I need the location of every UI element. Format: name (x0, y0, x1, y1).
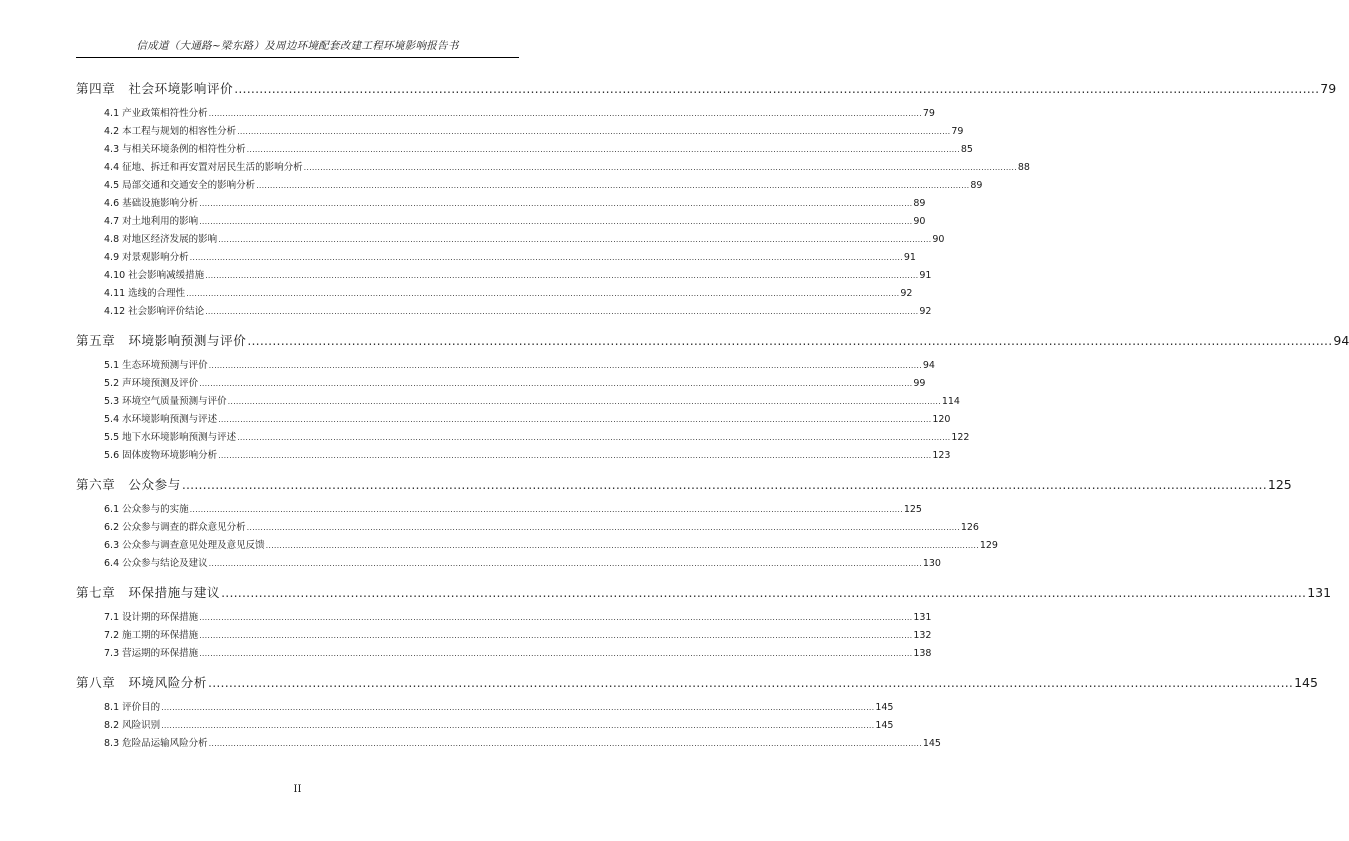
toc-dot-leader: .................................................................................................................................................................................................................................................................... (181, 477, 1267, 492)
toc-dot-leader: .................................................................................................................................................................................................................................................................... (199, 649, 913, 658)
toc-dot-leader: .................................................................................................................................................................................................................................................................... (205, 307, 919, 316)
toc-chapter-entry[interactable] (76, 331, 1349, 349)
toc-entry-page: 145 (875, 702, 894, 713)
toc-section-entry[interactable] (104, 267, 932, 281)
toc-section-entry[interactable] (104, 519, 979, 533)
toc-dot-leader: .................................................................................................................................................................................................................................................................... (265, 541, 979, 550)
header-rule (76, 57, 519, 58)
toc-entry-page: 126 (960, 522, 979, 533)
toc-dot-leader: .................................................................................................................................................................................................................................................................... (161, 703, 875, 712)
toc-entry-page: 120 (932, 414, 951, 425)
toc-entry-label: 第七章 环保措施与建议 (76, 585, 221, 600)
toc-dot-leader: .................................................................................................................................................................................................................................................................... (237, 127, 951, 136)
toc-entry-page: 129 (979, 540, 998, 551)
toc-dot-leader: .................................................................................................................................................................................................................................................................... (221, 585, 1307, 600)
toc-entry-page: 131 (1307, 585, 1332, 600)
toc-dot-leader: .................................................................................................................................................................................................................................................................... (199, 217, 913, 226)
toc-entry-page: 85 (960, 144, 973, 155)
toc-section-entry[interactable] (104, 537, 998, 551)
toc-dot-leader: .................................................................................................................................................................................................................................................................... (208, 361, 922, 370)
toc-section-entry[interactable] (104, 249, 916, 263)
toc-entry-label: 6.4 公众参与结论及建议 (104, 558, 208, 569)
toc-entry-page: 94 (1333, 333, 1349, 348)
toc-section-entry[interactable] (104, 411, 951, 425)
toc-section-entry[interactable] (104, 195, 926, 209)
toc-dot-leader: .................................................................................................................................................................................................................................................................... (256, 181, 970, 190)
toc-entry-page: 92 (919, 306, 932, 317)
toc-entry-label: 5.2 声环境预测及评价 (104, 378, 199, 389)
toc-entry-page: 89 (913, 198, 926, 209)
toc-chapter-entry[interactable] (76, 583, 1332, 601)
toc-entry-page: 145 (875, 720, 894, 731)
toc-entry-label: 7.2 施工期的环保措施 (104, 630, 199, 641)
toc-dot-leader: .................................................................................................................................................................................................................................................................... (189, 505, 903, 514)
toc-dot-leader: .................................................................................................................................................................................................................................................................... (199, 631, 913, 640)
toc-dot-leader: .................................................................................................................................................................................................................................................................... (218, 451, 932, 460)
toc-entry-label: 第八章 环境风险分析 (76, 675, 208, 690)
toc-entry-page: 94 (922, 360, 935, 371)
toc-entry-label: 8.3 危险品运输风险分析 (104, 738, 208, 749)
toc-section-entry[interactable] (104, 375, 926, 389)
toc-dot-leader: .................................................................................................................................................................................................................................................................... (247, 333, 1333, 348)
toc-entry-label: 4.6 基础设施影响分析 (104, 198, 199, 209)
toc-section-entry[interactable] (104, 303, 932, 317)
toc-entry-label: 第六章 公众参与 (76, 477, 181, 492)
toc-dot-leader: .................................................................................................................................................................................................................................................................... (199, 379, 913, 388)
toc-section-entry[interactable] (104, 447, 951, 461)
toc-entry-label: 8.1 评价目的 (104, 702, 161, 713)
toc-entry-page: 131 (913, 612, 932, 623)
toc-section-entry[interactable] (104, 393, 960, 407)
toc-section-entry[interactable] (104, 735, 941, 749)
toc-entry-label: 4.4 征地、拆迁和再安置对居民生活的影响分析 (104, 162, 303, 173)
toc-entry-page: 145 (1294, 675, 1318, 690)
toc-entry-page: 125 (1267, 477, 1292, 492)
toc-entry-page: 130 (922, 558, 941, 569)
page-number: II (293, 784, 302, 795)
toc-section-entry[interactable] (104, 699, 894, 713)
toc-entry-label: 4.8 对地区经济发展的影响 (104, 234, 218, 245)
toc-section-entry[interactable] (104, 717, 894, 731)
toc-dot-leader: .................................................................................................................................................................................................................................................................... (199, 199, 913, 208)
toc-entry-label: 5.4 水环境影响预测与评述 (104, 414, 218, 425)
toc-entry-label: 第四章 社会环境影响评价 (76, 81, 234, 96)
toc-entry-page: 79 (922, 108, 935, 119)
toc-dot-leader: .................................................................................................................................................................................................................................................................... (161, 721, 875, 730)
toc-entry-page: 138 (913, 648, 932, 659)
toc-entry-page: 88 (1017, 162, 1030, 173)
toc-entry-label: 4.9 对景观影响分析 (104, 252, 189, 263)
toc-section-entry[interactable] (104, 105, 935, 119)
toc-entry-label: 5.3 环境空气质量预测与评价 (104, 396, 227, 407)
toc-entry-page: 122 (951, 432, 970, 443)
toc-section-entry[interactable] (104, 609, 932, 623)
toc-entry-label: 5.1 生态环境预测与评价 (104, 360, 208, 371)
toc-chapter-entry[interactable] (76, 79, 1337, 97)
toc-entry-label: 4.11 选线的合理性 (104, 288, 186, 299)
toc-entry-page: 91 (903, 252, 916, 263)
toc-entry-page: 92 (900, 288, 913, 299)
toc-section-entry[interactable] (104, 285, 913, 299)
toc-dot-leader: .................................................................................................................................................................................................................................................................... (205, 271, 919, 280)
toc-section-entry[interactable] (104, 231, 945, 245)
toc-entry-label: 6.1 公众参与的实施 (104, 504, 189, 515)
toc-dot-leader: .................................................................................................................................................................................................................................................................... (234, 81, 1320, 96)
toc-entry-label: 4.10 社会影响减缓措施 (104, 270, 205, 281)
toc-dot-leader: .................................................................................................................................................................................................................................................................... (208, 559, 922, 568)
toc-entry-page: 90 (932, 234, 945, 245)
toc-dot-leader: .................................................................................................................................................................................................................................................................... (227, 397, 941, 406)
toc-dot-leader: .................................................................................................................................................................................................................................................................... (208, 675, 1294, 690)
toc-entry-label: 7.1 设计期的环保措施 (104, 612, 199, 623)
toc-entry-page: 79 (1320, 81, 1337, 96)
toc-dot-leader: .................................................................................................................................................................................................................................................................... (246, 145, 960, 154)
toc-dot-leader: .................................................................................................................................................................................................................................................................... (246, 523, 960, 532)
toc-section-entry[interactable] (104, 357, 935, 371)
toc-section-entry[interactable] (104, 627, 932, 641)
toc-entry-label: 5.5 地下水环境影响预测与评述 (104, 432, 237, 443)
toc-entry-label: 4.12 社会影响评价结论 (104, 306, 205, 317)
toc-entry-label: 4.5 局部交通和交通安全的影响分析 (104, 180, 256, 191)
toc-section-entry[interactable] (104, 501, 922, 515)
toc-entry-page: 132 (913, 630, 932, 641)
toc-entry-page: 123 (932, 450, 951, 461)
toc-entry-page: 79 (951, 126, 964, 137)
toc-entry-label: 8.2 风险识别 (104, 720, 161, 731)
toc-dot-leader: .................................................................................................................................................................................................................................................................... (189, 253, 903, 262)
toc-chapter-entry[interactable] (76, 673, 1318, 691)
toc-entry-label: 4.3 与相关环境条例的相符性分析 (104, 144, 246, 155)
toc-dot-leader: .................................................................................................................................................................................................................................................................... (199, 613, 913, 622)
toc-entry-label: 7.3 营运期的环保措施 (104, 648, 199, 659)
toc-entry-page: 90 (913, 216, 926, 227)
toc-section-entry[interactable] (104, 645, 932, 659)
toc-dot-leader: .................................................................................................................................................................................................................................................................... (208, 109, 922, 118)
toc-entry-page: 91 (919, 270, 932, 281)
toc-section-entry[interactable] (104, 213, 926, 227)
toc-section-entry[interactable] (104, 177, 983, 191)
toc-entry-page: 125 (903, 504, 922, 515)
toc-entry-label: 4.1 产业政策相符性分析 (104, 108, 208, 119)
toc-entry-page: 89 (970, 180, 983, 191)
toc-entry-label: 6.2 公众参与调查的群众意见分析 (104, 522, 246, 533)
toc-dot-leader: .................................................................................................................................................................................................................................................................... (303, 163, 1017, 172)
toc-entry-label: 第五章 环境影响预测与评价 (76, 333, 247, 348)
toc-section-entry[interactable] (104, 123, 964, 137)
toc-chapter-entry[interactable] (76, 475, 1292, 493)
toc-section-entry[interactable] (104, 555, 941, 569)
toc-dot-leader: .................................................................................................................................................................................................................................................................... (186, 289, 900, 298)
toc-entry-page: 145 (922, 738, 941, 749)
toc-section-entry[interactable] (104, 159, 1030, 173)
toc-entry-page: 99 (913, 378, 926, 389)
toc-section-entry[interactable] (104, 429, 970, 443)
toc-dot-leader: .................................................................................................................................................................................................................................................................... (218, 415, 932, 424)
toc-dot-leader: .................................................................................................................................................................................................................................................................... (218, 235, 932, 244)
toc-entry-label: 5.6 固体废物环境影响分析 (104, 450, 218, 461)
running-header: 信成道（大通路~梁东路）及周边环境配套改建工程环境影响报告书 (136, 40, 459, 52)
toc-entry-label: 4.7 对土地利用的影响 (104, 216, 199, 227)
toc-entry-label: 4.2 本工程与规划的相容性分析 (104, 126, 237, 137)
toc-dot-leader: .................................................................................................................................................................................................................................................................... (237, 433, 951, 442)
toc-entry-label: 6.3 公众参与调查意见处理及意见反馈 (104, 540, 265, 551)
toc-dot-leader: .................................................................................................................................................................................................................................................................... (208, 739, 922, 748)
toc-entry-page: 114 (941, 396, 960, 407)
toc-section-entry[interactable] (104, 141, 973, 155)
